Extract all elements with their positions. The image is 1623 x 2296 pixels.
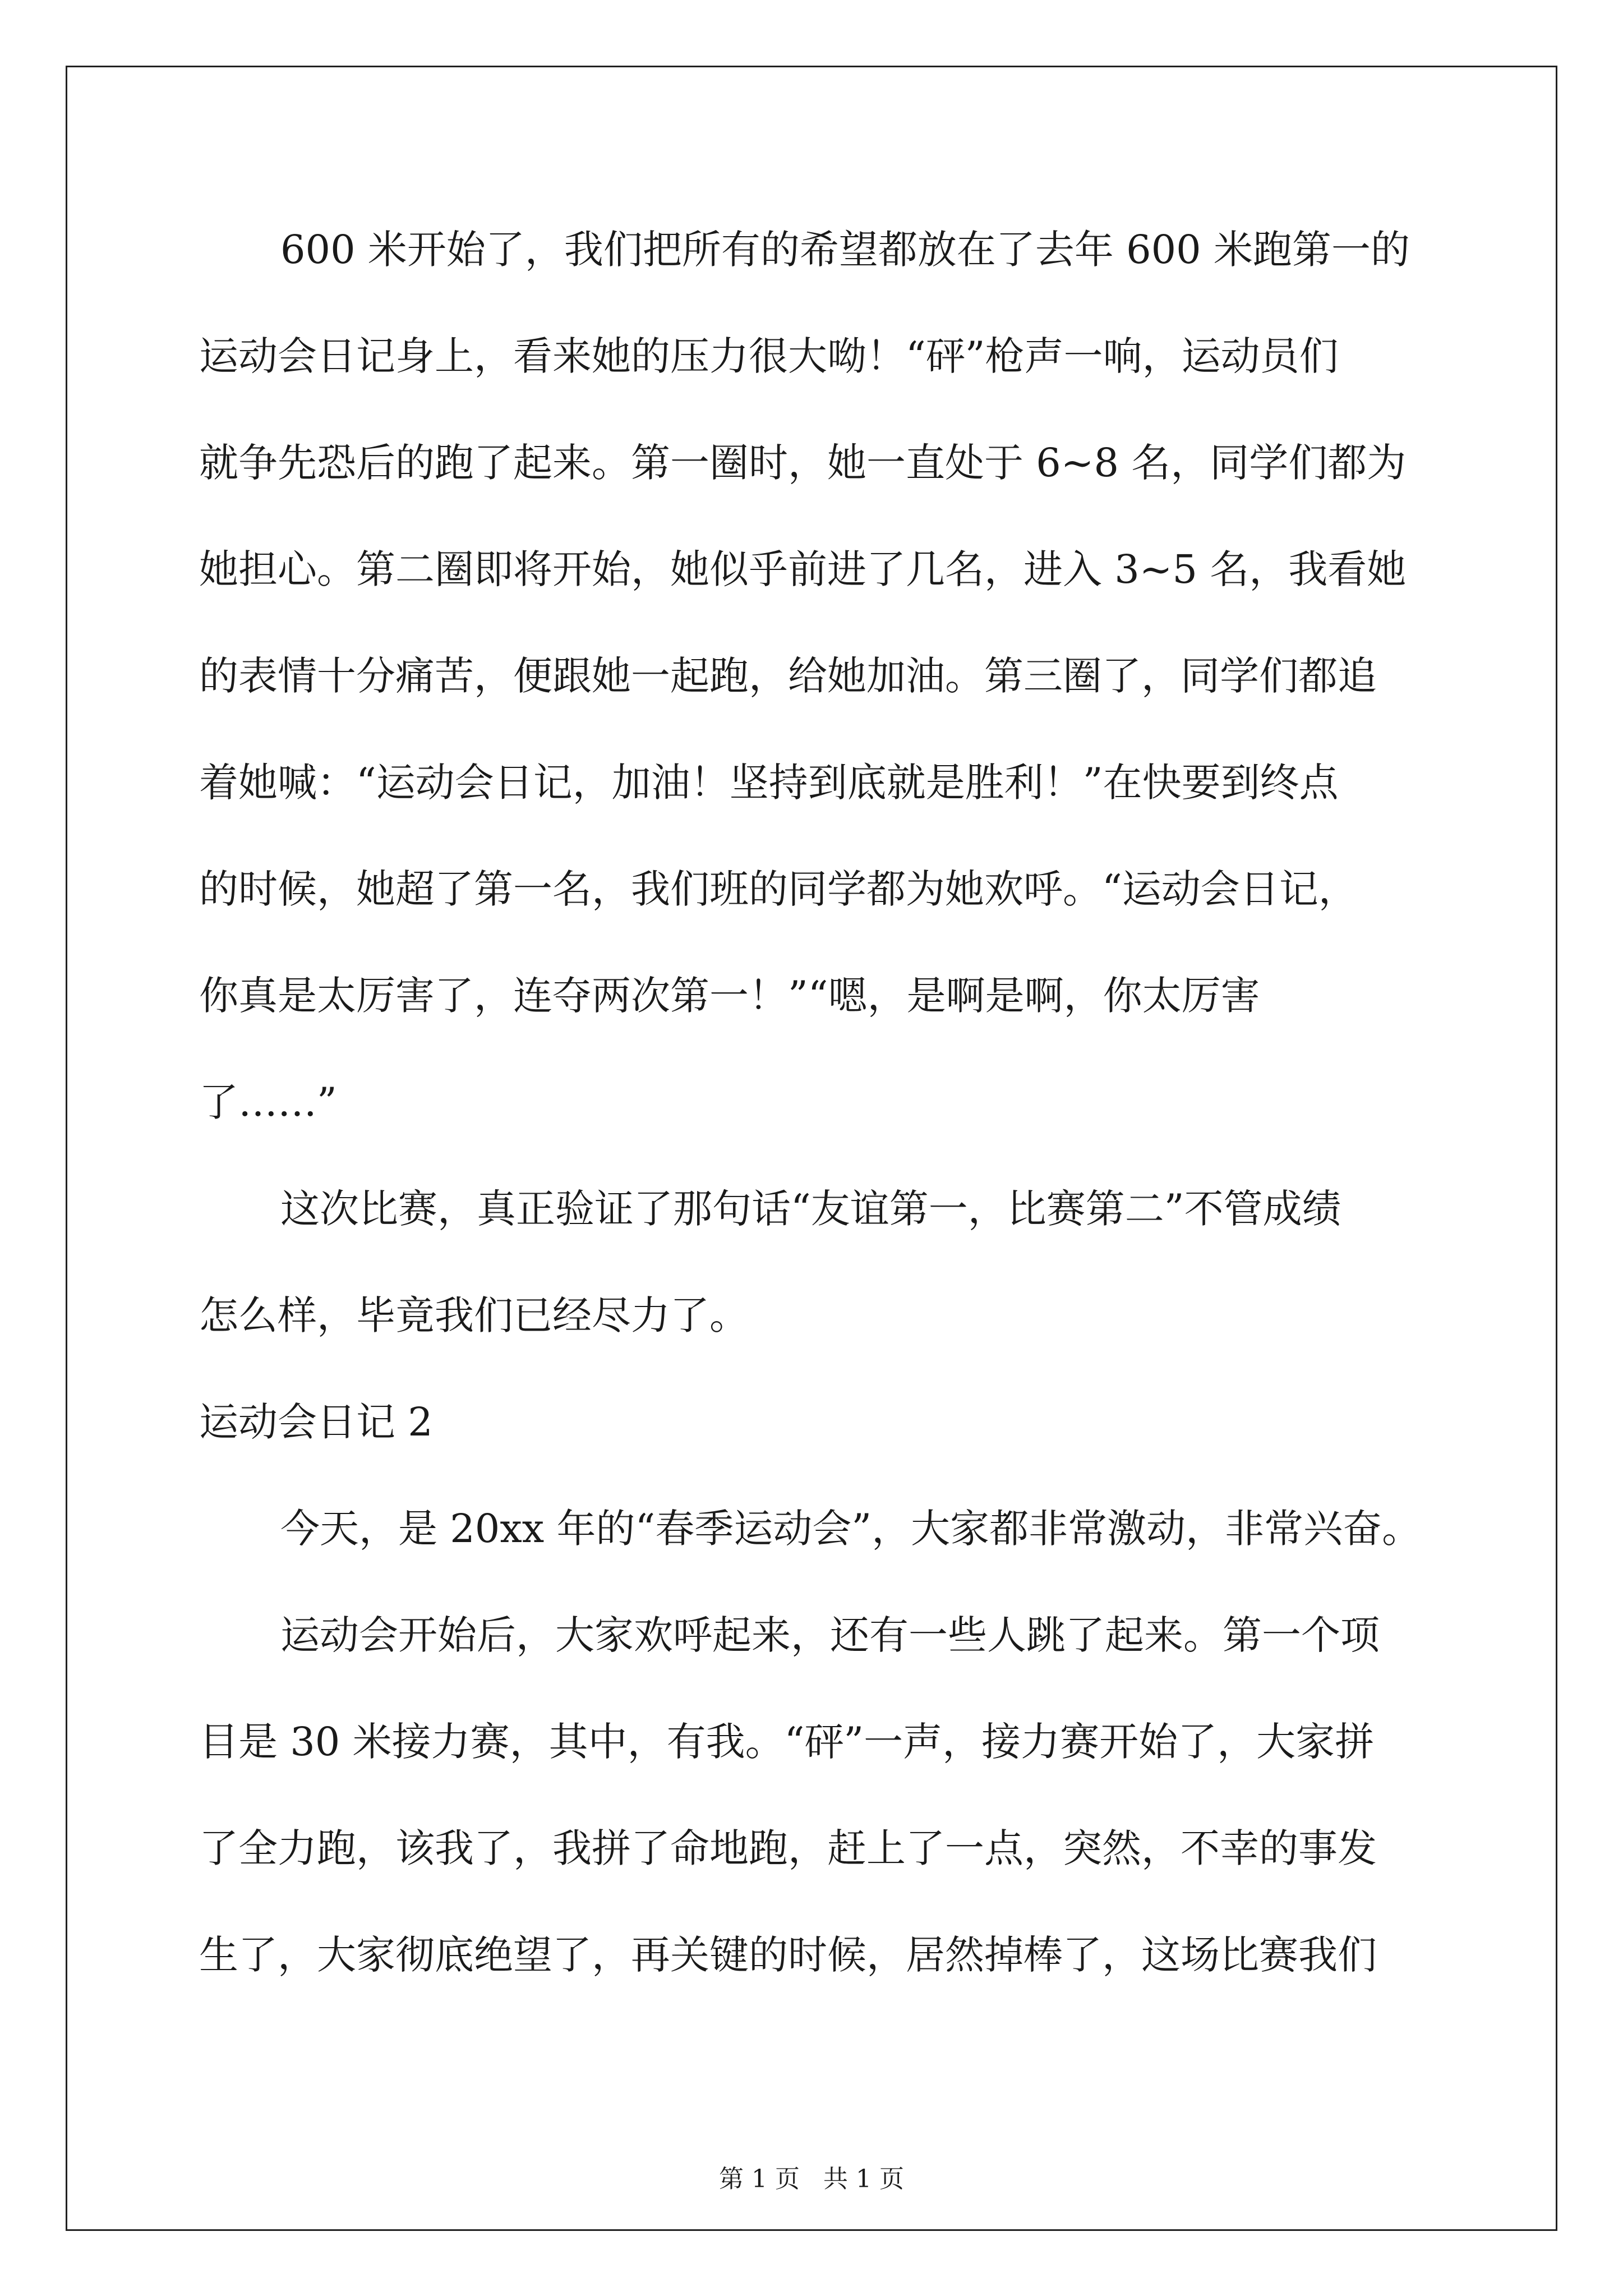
text-line: 运动会日记身上，看来她的压力很大呦！“砰”枪声一响，运动员们 — [199, 333, 1339, 379]
text-line: 这次比赛，真正验证了那句话“友谊第一，比赛第二”不管成绩 — [280, 1186, 1341, 1232]
text-line: 目是 30 米接力赛，其中，有我。“砰”一声，接力赛开始了，大家拼 — [199, 1719, 1375, 1765]
text-line: 了全力跑，该我了，我拼了命地跑，赶上了一点，突然，不幸的事发 — [199, 1825, 1377, 1871]
text-line: 了……” — [199, 1079, 337, 1125]
text-line: 你真是太厉害了，连夺两次第一！”“嗯，是啊是啊，你太厉害 — [199, 973, 1260, 1019]
text-line: 今天，是 20xx 年的“春季运动会”，大家都非常激动，非常兴奋。 — [280, 1506, 1422, 1552]
text-line: 怎么样，毕竟我们已经尽力了。 — [199, 1292, 749, 1338]
text-line: 运动会开始后，大家欢呼起来，还有一些人跳了起来。第一个项 — [280, 1612, 1380, 1658]
text-line: 的时候，她超了第一名，我们班的同学都为她欢呼。“运动会日记， — [199, 866, 1358, 912]
text-line: 生了，大家彻底绝望了，再关键的时候，居然掉棒了，这场比赛我们 — [199, 1932, 1377, 1978]
text-line: 就争先恐后的跑了起来。第一圈时，她一直处于 6~8 名，同学们都为 — [199, 440, 1407, 486]
text-line: 着她喊：“运动会日记，加油！坚持到底就是胜利！”在快要到终点 — [199, 760, 1339, 806]
text-line: 600 米开始了，我们把所有的希望都放在了去年 600 米跑第一的 — [280, 227, 1410, 273]
text-line: 的表情十分痛苦，便跟她一起跑，给她加油。第三圈了，同学们都追 — [199, 653, 1377, 699]
text-line: 她担心。第二圈即将开始，她似乎前进了几名，进入 3~5 名，我看她 — [199, 546, 1407, 592]
page-frame — [66, 66, 1557, 2231]
page-footer: 第 1 页 共 1 页 — [719, 2165, 904, 2193]
section-heading: 运动会日记 2 — [199, 1399, 433, 1445]
